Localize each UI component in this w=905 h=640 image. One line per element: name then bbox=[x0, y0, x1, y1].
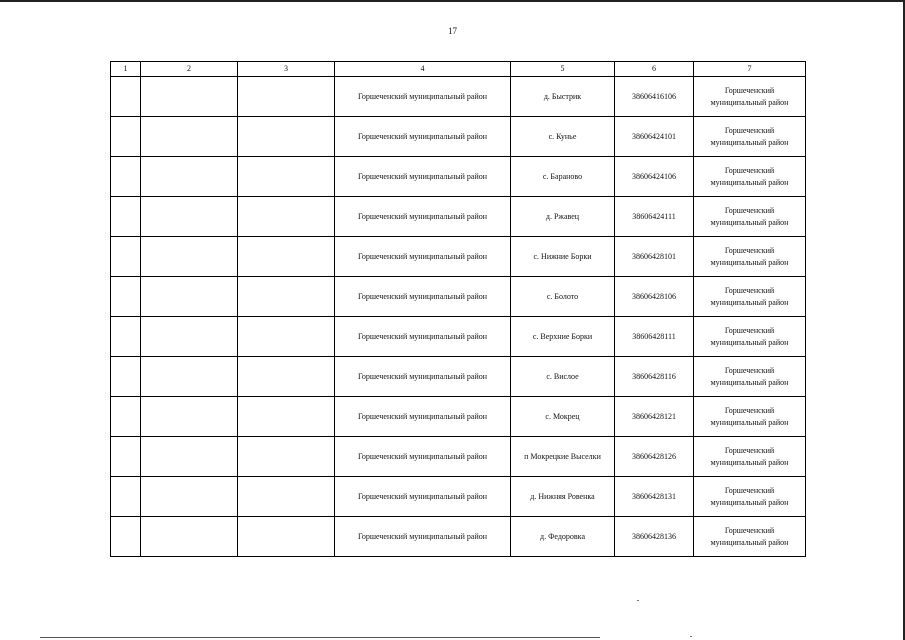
column-header: 2 bbox=[141, 62, 238, 77]
cell-col-1 bbox=[111, 397, 141, 437]
cell-municipality bbox=[694, 437, 806, 477]
cell-col-1 bbox=[111, 77, 141, 117]
cell-municipality bbox=[694, 197, 806, 237]
scan-edge-top bbox=[0, 0, 905, 2]
cell-code: 38606416106 bbox=[615, 77, 694, 117]
municipality-line-2: муниципальный район bbox=[710, 97, 789, 107]
cell-district: Горшеченский муниципальный район bbox=[335, 517, 511, 557]
cell-col-3 bbox=[238, 117, 335, 157]
table-row bbox=[111, 517, 806, 557]
cell-municipality bbox=[694, 77, 806, 117]
municipality-line-1: Горшеченский bbox=[724, 325, 775, 335]
cell-district: Горшеченский муниципальный район bbox=[335, 277, 511, 317]
cell-col-1 bbox=[111, 237, 141, 277]
cell-municipality bbox=[694, 317, 806, 357]
cell-col-1 bbox=[111, 277, 141, 317]
cell-district: Горшеченский муниципальный район bbox=[335, 157, 511, 197]
municipality-line-1: Горшеченский bbox=[724, 205, 775, 215]
cell-municipality bbox=[694, 397, 806, 437]
cell-settlement: с. Вислое bbox=[511, 357, 615, 397]
cell-municipality bbox=[694, 517, 806, 557]
municipality-line-2: муниципальный район bbox=[710, 497, 789, 507]
table-row bbox=[111, 357, 806, 397]
table-row bbox=[111, 437, 806, 477]
cell-district: Горшеченский муниципальный район bbox=[335, 397, 511, 437]
cell-settlement: с. Болото bbox=[511, 277, 615, 317]
cell-col-2 bbox=[141, 237, 238, 277]
cell-municipality bbox=[694, 357, 806, 397]
cell-settlement: с. Нижние Борки bbox=[511, 237, 615, 277]
municipality-line-1: Горшеченский bbox=[724, 365, 775, 375]
cell-col-1 bbox=[111, 517, 141, 557]
cell-col-2 bbox=[141, 437, 238, 477]
municipality-line-1: Горшеченский bbox=[724, 165, 775, 175]
column-header: 6 bbox=[615, 62, 694, 77]
cell-code: 38606428106 bbox=[615, 277, 694, 317]
municipality-line-2: муниципальный район bbox=[710, 537, 789, 547]
cell-col-2 bbox=[141, 77, 238, 117]
cell-col-3 bbox=[238, 437, 335, 477]
cell-settlement: п Мокрецкие Выселки bbox=[511, 437, 615, 477]
cell-code: 38606424111 bbox=[615, 197, 694, 237]
municipality-line-1: Горшеченский bbox=[724, 245, 775, 255]
cell-code: 38606428111 bbox=[615, 317, 694, 357]
cell-district: Горшеченский муниципальный район bbox=[335, 317, 511, 357]
table-row bbox=[111, 237, 806, 277]
municipality-line-1: Горшеченский bbox=[724, 485, 775, 495]
municipality-line-1: Горшеченский bbox=[724, 445, 775, 455]
cell-col-1 bbox=[111, 357, 141, 397]
cell-settlement: с. Бараново bbox=[511, 157, 615, 197]
cell-col-1 bbox=[111, 117, 141, 157]
cell-code: 38606424101 bbox=[615, 117, 694, 157]
municipality-line-2: муниципальный район bbox=[710, 257, 789, 267]
column-header: 4 bbox=[335, 62, 511, 77]
cell-municipality bbox=[694, 117, 806, 157]
cell-col-2 bbox=[141, 477, 238, 517]
settlements-table bbox=[110, 61, 806, 557]
cell-col-1 bbox=[111, 477, 141, 517]
cell-col-2 bbox=[141, 397, 238, 437]
cell-settlement: д. Федоровка bbox=[511, 517, 615, 557]
table-row bbox=[111, 477, 806, 517]
cell-col-3 bbox=[238, 357, 335, 397]
table-row bbox=[111, 397, 806, 437]
municipality-line-2: муниципальный район bbox=[710, 417, 789, 427]
cell-code: 38606428136 bbox=[615, 517, 694, 557]
cell-code: 38606424106 bbox=[615, 157, 694, 197]
cell-district: Горшеченский муниципальный район bbox=[335, 437, 511, 477]
municipality-line-1: Горшеченский bbox=[724, 525, 775, 535]
cell-code: 38606428121 bbox=[615, 397, 694, 437]
cell-col-3 bbox=[238, 197, 335, 237]
cell-municipality bbox=[694, 157, 806, 197]
cell-col-2 bbox=[141, 357, 238, 397]
cell-settlement: д. Ржавец bbox=[511, 197, 615, 237]
municipality-line-1: Горшеченский bbox=[724, 405, 775, 415]
table-row bbox=[111, 277, 806, 317]
table-row bbox=[111, 317, 806, 357]
municipality-line-2: муниципальный район bbox=[710, 217, 789, 227]
cell-settlement: с. Верхние Борки bbox=[511, 317, 615, 357]
table-header-row bbox=[111, 62, 806, 77]
table-row bbox=[111, 157, 806, 197]
cell-col-2 bbox=[141, 117, 238, 157]
municipality-line-2: муниципальный район bbox=[710, 297, 789, 307]
cell-district: Горшеченский муниципальный район bbox=[335, 237, 511, 277]
column-header: 5 bbox=[511, 62, 615, 77]
cell-district: Горшеченский муниципальный район bbox=[335, 77, 511, 117]
column-header: 3 bbox=[238, 62, 335, 77]
cell-district: Горшеченский муниципальный район bbox=[335, 477, 511, 517]
cell-code: 38606428116 bbox=[615, 357, 694, 397]
cell-municipality bbox=[694, 277, 806, 317]
column-header: 1 bbox=[111, 62, 141, 77]
table-row bbox=[111, 197, 806, 237]
cell-col-3 bbox=[238, 237, 335, 277]
table-row bbox=[111, 117, 806, 157]
cell-district: Горшеченский муниципальный район bbox=[335, 357, 511, 397]
cell-col-1 bbox=[111, 317, 141, 357]
cell-col-2 bbox=[141, 317, 238, 357]
municipality-line-2: муниципальный район bbox=[710, 137, 789, 147]
cell-col-3 bbox=[238, 277, 335, 317]
municipality-line-1: Горшеченский bbox=[724, 285, 775, 295]
scan-speck bbox=[637, 600, 639, 601]
cell-code: 38606428131 bbox=[615, 477, 694, 517]
cell-settlement: с. Мокрец bbox=[511, 397, 615, 437]
cell-col-3 bbox=[238, 517, 335, 557]
cell-col-3 bbox=[238, 77, 335, 117]
scan-edge-bottom bbox=[40, 637, 600, 638]
municipality-line-2: муниципальный район bbox=[710, 337, 789, 347]
cell-settlement: д. Нижняя Ровенка bbox=[511, 477, 615, 517]
table-row bbox=[111, 77, 806, 117]
cell-municipality bbox=[694, 237, 806, 277]
cell-col-2 bbox=[141, 197, 238, 237]
cell-district: Горшеченский муниципальный район bbox=[335, 197, 511, 237]
cell-col-1 bbox=[111, 437, 141, 477]
municipality-line-2: муниципальный район bbox=[710, 457, 789, 467]
municipality-line-2: муниципальный район bbox=[710, 177, 789, 187]
cell-col-3 bbox=[238, 477, 335, 517]
cell-municipality bbox=[694, 477, 806, 517]
cell-settlement: д. Быстрик bbox=[511, 77, 615, 117]
cell-col-1 bbox=[111, 157, 141, 197]
cell-col-3 bbox=[238, 157, 335, 197]
municipality-line-1: Горшеченский bbox=[724, 85, 775, 95]
cell-col-2 bbox=[141, 157, 238, 197]
cell-district: Горшеченский муниципальный район bbox=[335, 117, 511, 157]
cell-col-3 bbox=[238, 317, 335, 357]
page-number: 17 bbox=[448, 26, 457, 36]
cell-col-2 bbox=[141, 517, 238, 557]
municipality-line-2: муниципальный район bbox=[710, 377, 789, 387]
cell-col-3 bbox=[238, 397, 335, 437]
cell-code: 38606428101 bbox=[615, 237, 694, 277]
cell-col-1 bbox=[111, 197, 141, 237]
cell-settlement: с. Кунье bbox=[511, 117, 615, 157]
cell-code: 38606428126 bbox=[615, 437, 694, 477]
scan-speck bbox=[690, 636, 692, 637]
municipality-line-1: Горшеченский bbox=[724, 125, 775, 135]
cell-col-2 bbox=[141, 277, 238, 317]
column-header: 7 bbox=[694, 62, 806, 77]
